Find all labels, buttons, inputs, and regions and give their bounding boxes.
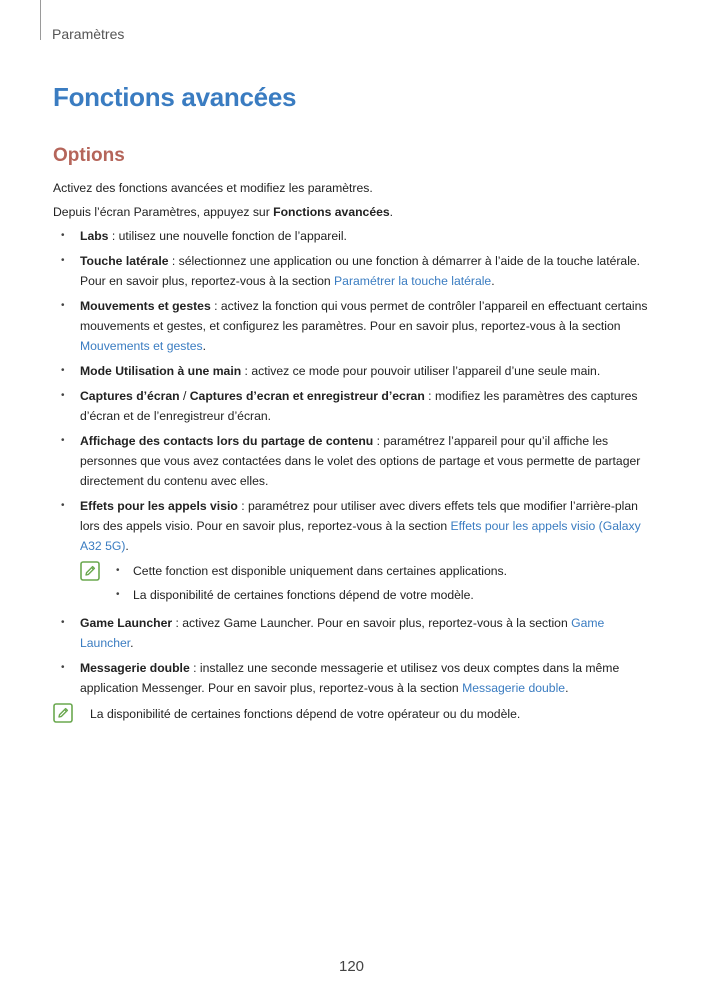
options-list (53, 226, 653, 556)
list-item-video-effects (53, 496, 653, 556)
final-note (53, 704, 653, 724)
section-title: Options (53, 145, 125, 166)
item-title: Messagerie double (80, 661, 190, 675)
content-body (53, 178, 653, 724)
list-item-one-hand (53, 361, 653, 381)
item-period: . (202, 339, 207, 353)
inline-note (80, 561, 653, 605)
intro-text: Activez des fonctions avancées et modifiez les paramètres. (53, 181, 373, 195)
list-item-dual-messenger (53, 658, 653, 698)
link-motions[interactable]: Mouvements et gestes (80, 339, 203, 353)
item-title: Game Launcher (80, 616, 173, 630)
item-title: Labs (80, 229, 109, 243)
final-note-text: La disponibilité de certaines fonctions dépend de votre opérateur ou du modèle. (90, 707, 521, 721)
item-text: : activez Game Launcher. Pour en savoir plus, reportez-vous à la section (172, 616, 572, 630)
inline-note-list (80, 561, 653, 605)
item-title-2: Captures d’ecran et enregistreur d’ecran (189, 389, 425, 403)
item-title: Affichage des contacts lors du partage de contenu (80, 434, 374, 448)
instruction-prefix: Depuis l’écran Paramètres, appuyez sur (53, 205, 274, 219)
item-period: . (565, 681, 569, 695)
item-text: : utilisez une nouvelle fonction de l’appareil. (108, 229, 347, 243)
instruction-suffix: . (389, 205, 394, 219)
item-text: : activez la fonction qui vous permet de contrôler l’appareil en effectuant certains mouvements et gestes, et configurez les paramètres. Pour en savoir plus, reportez-vous à la section (80, 299, 648, 333)
list-item-labs (53, 226, 653, 246)
link-dual-messenger[interactable]: Messagerie double (462, 681, 566, 695)
item-text: : activez ce mode pour pouvoir utiliser l’appareil d’une seule main. (241, 364, 601, 378)
instruction-bold: Fonctions avancées (273, 205, 390, 219)
running-header: Paramètres (52, 26, 125, 42)
page-number: 120 (338, 958, 365, 975)
list-item-side-key (53, 251, 653, 291)
item-title: Captures d’écran (80, 389, 180, 403)
item-title: Effets pour les appels visio (80, 499, 238, 513)
options-list-continued (53, 613, 653, 698)
list-item-screenshots (53, 386, 653, 426)
item-period: . (125, 539, 129, 553)
header-rule (40, 0, 41, 40)
link-game-launcher[interactable]: Game Launcher (80, 616, 605, 650)
item-title: Mouvements et gestes (80, 299, 211, 313)
item-period: . (491, 274, 495, 288)
item-text: : modifiez les paramètres des captures d’écran et de l’enregistreur d’écran. (80, 389, 638, 423)
inline-note-item: • La disponibilité de certaines fonctions dépend de votre modèle. (133, 585, 653, 605)
item-period: . (130, 636, 134, 650)
instruction-text (53, 202, 653, 222)
item-separator: / (179, 389, 190, 403)
list-item-game-launcher (53, 613, 653, 653)
list-item-motions (53, 296, 653, 356)
item-text: : paramétrez l’appareil pour qu’il affiche les personnes que vous avez contactées dans le volet des options de partage et vous permette de partager directement du contenu avec elles. (80, 434, 641, 488)
page-title: Fonctions avancées (53, 82, 297, 112)
item-title: Touche latérale (80, 254, 169, 268)
note-pencil-icon (80, 561, 100, 581)
inline-note-item: • Cette fonction est disponible uniquement dans certaines applications. (133, 561, 653, 581)
link-video-effects[interactable]: Effets pour les appels visio (Galaxy A32 5G) (80, 519, 641, 553)
link-side-key[interactable]: Paramétrer la touche latérale (334, 274, 492, 288)
note-pencil-icon (53, 703, 73, 723)
list-item-share-contacts (53, 431, 653, 491)
item-title: Mode Utilisation à une main (80, 364, 242, 378)
item-text: : installez une seconde messagerie et utilisez vos deux comptes dans la même application Messenger. Pour en savoir plus, reportez-vous à la section (80, 661, 620, 695)
item-text: : sélectionnez une application ou une fonction à démarrer à l’aide de la touche latérale. Pour en savoir plus, reportez-vous à la section (80, 254, 641, 288)
item-text: : paramétrez pour utiliser avec divers effets tels que modifier l’arrière-plan lors des appels visio. Pour en savoir plus, reportez-vous à la section (80, 499, 638, 533)
